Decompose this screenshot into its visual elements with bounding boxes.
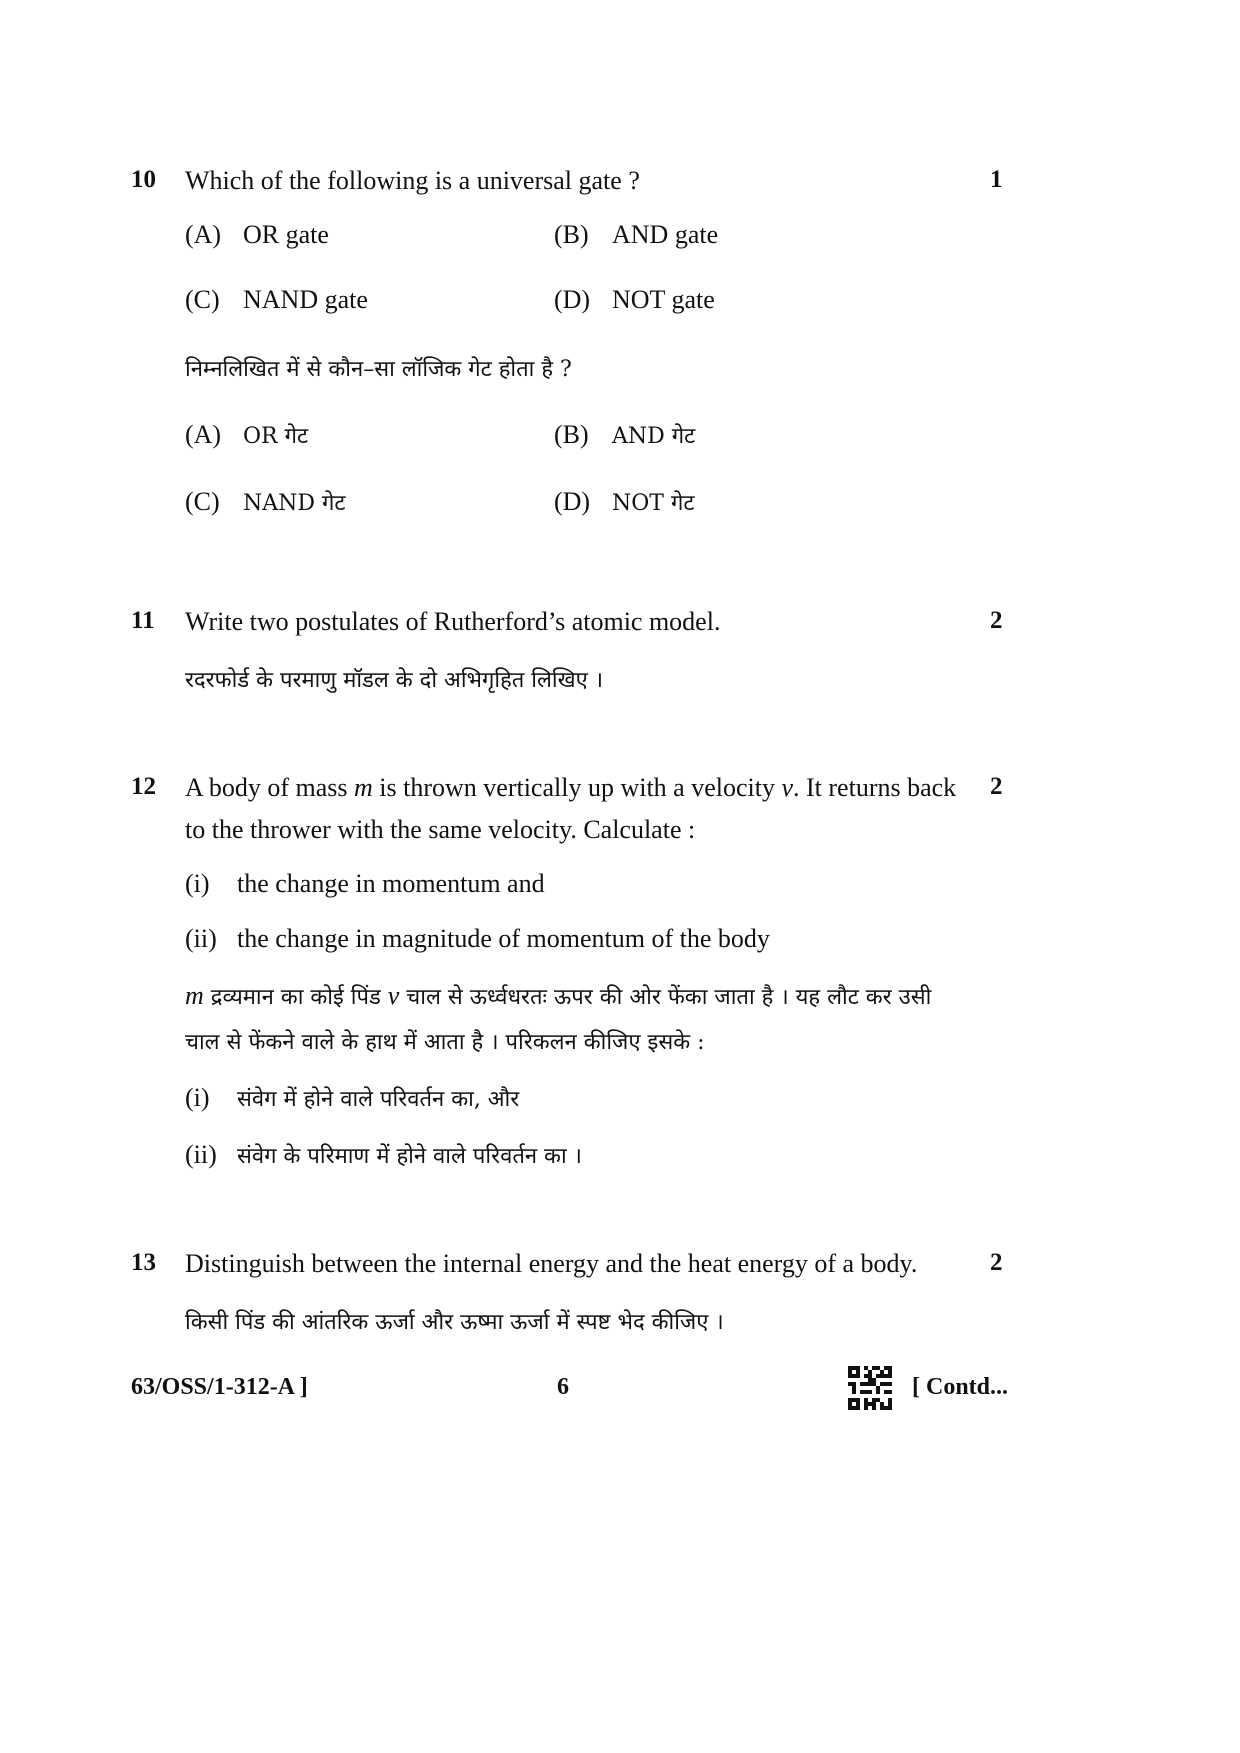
- paper-code: 63/OSS/1-312-A ]: [131, 1374, 308, 1400]
- q10-option-b: [554, 220, 718, 250]
- question-12-hindi-line-2: चाल से फेंकने वाले के हाथ में आता है । परिकलन कीजिए इसके :: [185, 1030, 705, 1055]
- question-13-text: Distinguish between the internal energy and the heat energy of a body.: [185, 1249, 918, 1278]
- option-label: (D): [554, 285, 591, 314]
- question-10-text-hindi: निम्नलिखित में से कौन–सा लॉजिक गेट होता है ?: [185, 357, 572, 382]
- option-text: NAND gate: [243, 285, 368, 314]
- question-12-number: 12: [131, 773, 156, 800]
- part-text: संवेग के परिमाण में होने वाले परिवर्तन का ।: [237, 1144, 582, 1169]
- question-11-text: Write two postulates of Rutherford’s atomic model.: [185, 607, 721, 636]
- page-number: 6: [557, 1374, 569, 1400]
- q12-var-v-hindi: v: [387, 981, 400, 1010]
- q12-var-m-hindi: m: [185, 981, 204, 1010]
- part-label: (i): [185, 1083, 210, 1112]
- q12-text-segment: A body of mass: [185, 773, 354, 802]
- option-text: OR gate: [243, 220, 329, 249]
- option-label: (D): [554, 487, 591, 516]
- continued-label: [ Contd...: [912, 1374, 1009, 1400]
- question-12-marks: 2: [990, 773, 1003, 800]
- question-11-marks: 2: [990, 607, 1003, 634]
- q10-option-d: [554, 285, 715, 315]
- part-label: (ii): [185, 924, 217, 953]
- question-11-number: 11: [131, 607, 155, 634]
- part-text: संवेग में होने वाले परिवर्तन का, और: [237, 1087, 520, 1112]
- part-label: (i): [185, 869, 210, 898]
- question-12-line-1: [185, 773, 956, 803]
- part-text: the change in magnitude of momentum of the body: [237, 924, 770, 953]
- q12-part-i: [185, 869, 545, 899]
- q12-text-segment: is thrown vertically up with a velocity: [372, 773, 782, 802]
- option-text: AND gate: [612, 220, 719, 249]
- option-text: NOT gate: [612, 285, 715, 314]
- part-label: (ii): [185, 1140, 217, 1169]
- q10-option-b-hindi: [554, 420, 695, 450]
- q12-part-i-hindi: [185, 1083, 519, 1113]
- q10-option-c-hindi: [185, 487, 346, 517]
- option-text: NAND गेट: [243, 491, 346, 516]
- q10-option-c: [185, 285, 368, 315]
- option-text: AND गेट: [612, 424, 696, 449]
- question-12-line-2: to the thrower with the same velocity. Calculate :: [185, 815, 696, 844]
- q12-part-ii: [185, 924, 770, 954]
- question-11-text-hindi: रदरफोर्ड के परमाणु मॉडल के दो अभिगृहित लिखिए ।: [185, 668, 604, 693]
- option-label: (C): [185, 487, 220, 516]
- question-10-text: Which of the following is a universal gate ?: [185, 166, 640, 195]
- option-text: OR गेट: [243, 424, 309, 449]
- q10-option-a-hindi: [185, 420, 308, 450]
- option-label: (B): [554, 220, 589, 249]
- question-13-number: 13: [131, 1249, 156, 1276]
- q12-var-m: m: [354, 773, 373, 802]
- part-text: the change in momentum and: [237, 869, 545, 898]
- q12-hindi-segment: द्रव्यमान का कोई पिंड: [203, 985, 388, 1010]
- question-12-hindi-line-1: [185, 981, 931, 1011]
- q12-part-ii-hindi: [185, 1140, 582, 1170]
- q12-hindi-segment: चाल से ऊर्ध्वधरतः ऊपर की ओर फेंका जाता है । यह लौट कर उसी: [399, 985, 932, 1010]
- option-label: (C): [185, 285, 220, 314]
- question-13-text-hindi: किसी पिंड की आंतरिक ऊर्जा और ऊष्मा ऊर्जा में स्पष्ट भेद कीजिए ।: [185, 1310, 724, 1335]
- option-label: (A): [185, 220, 222, 249]
- q10-option-a: [185, 220, 329, 250]
- question-10-marks: 1: [990, 166, 1003, 193]
- question-13-marks: 2: [990, 1249, 1003, 1276]
- option-label: (A): [185, 420, 222, 449]
- qr-code-icon: [848, 1366, 892, 1410]
- q12-var-v: v: [781, 773, 794, 802]
- option-label: (B): [554, 420, 589, 449]
- option-text: NOT गेट: [612, 491, 695, 516]
- question-10-number: 10: [131, 166, 156, 193]
- q12-text-segment: . It returns back: [793, 773, 957, 802]
- q10-option-d-hindi: [554, 487, 694, 517]
